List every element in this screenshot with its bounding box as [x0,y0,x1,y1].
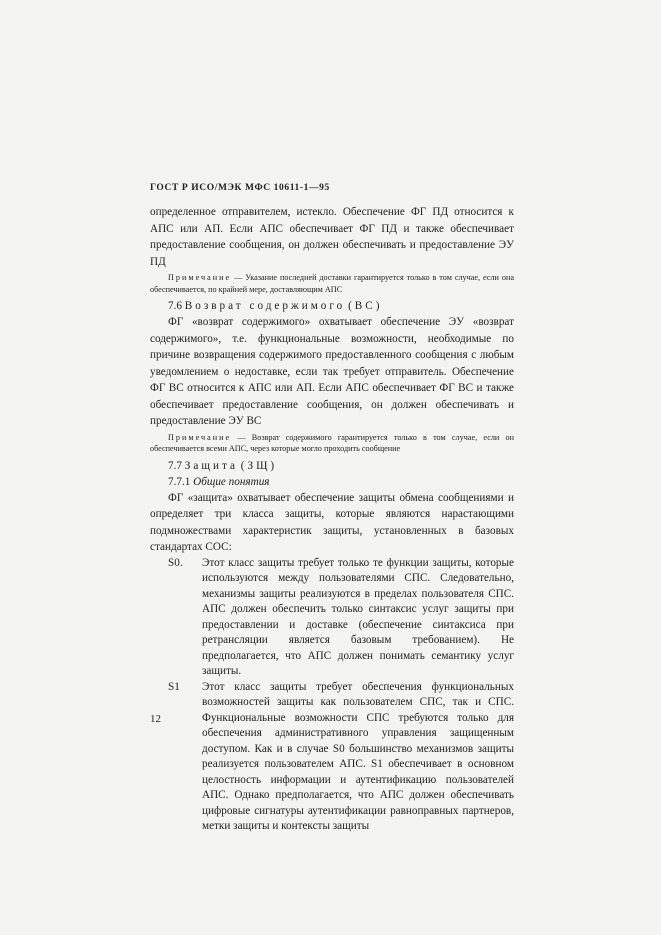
note-content-return [150,432,514,455]
security-class-s1 [150,680,514,835]
section-7-7-heading [168,458,514,474]
note-label: Примечание [168,432,232,442]
section-title: Защита [184,459,238,472]
class-code: S1 [168,680,180,693]
section-7-6-heading [168,298,514,314]
page-body [150,204,514,835]
section-abbr: (ВС) [348,300,383,312]
running-header: ГОСТ Р ИСО/МЭК МФС 10611-1—95 [150,183,330,193]
paragraph-security: ФГ «защита» охватывает обеспечение защиты обмена сообщениями и определяет три класса защиты, которые являются нарастающими подмножествами характеристик защиты, установленных в базовых стандартах СОС: [150,491,514,553]
class-description: Этот класс защиты требует обеспечения функциональных возможностей защиты как пользователем СПС, так и СПС. Функциональные возможности СПС требуются только для обеспечения административного управления защищенным доступом. Как и в случае S0 большинство механизмов защиты реализуется пользователем АПС. S1 обеспечивает в основном целостность информации и аутентификацию пользователей АПС. Однако предполагается, что АПС должен обеспечивать цифровые сигнатуры аутентификации равноправных партнеров, метки защиты и контексты защиты [202,680,514,832]
security-class-s0 [150,556,514,680]
note-label: Примечание [168,273,232,282]
section-number: 7.7 [168,459,182,472]
note-delivery [150,272,514,295]
class-description: Этот класс защиты требует только те функции защиты, которые используются между пользователями СПС. Следовательно, механизмы защиты реализуются в пределах пользователя СПС. АПС должен обеспечить только синтаксис услуг защиты при предоставлении и доставке (обеспечение синтаксиса при ретрансляции является базовым требованием). Не предполагается, что АПС должен понимать семантику услуг защиты. [202,556,514,677]
section-7-7-1-heading [168,474,514,490]
section-title: Возврат содержимого [184,300,346,312]
section-abbr: (ЗЩ) [240,459,278,472]
paragraph-content-return: ФГ «возврат содержимого» охватывает обеспечение ЭУ «возврат содержимого», т.е. функциональные возможности, необходимые по причине возвращения содержимого предоставленного сообщения с любым уведомлением о недоставке, если так требует отправитель. Обеспечение ФГ ВС относится к АПС или АП. Если АПС обеспечивает ФГ ВС и также обеспечивает предоставление сообщения, он должен обеспечивать и предоставление ЭУ ВС [150,316,514,427]
paragraph-continuation: определенное отправителем, истекло. Обеспечение ФГ ПД относится к АПС или АП. Если АПС обеспечивает ФГ ПД и также обеспечивает предоставление сообщения, он должен обеспечивать и предоставление ЭУ ПД [150,206,514,268]
note-text: — Возврат содержимого гарантируется только в том случае, если он обеспечивается всеми АПС, через которые могло проходить сообщение [150,432,514,453]
section-number: 7.6 [168,300,182,312]
page-number: 12 [150,713,161,725]
subsection-number: 7.7.1 [168,475,191,488]
note-text: — Указание последней доставки гарантируется только в том случае, если она обеспечивается, по крайней мере, доставляющим АПС [150,273,514,294]
class-code: S0. [168,556,183,569]
subsection-title: Общие понятия [193,475,270,488]
